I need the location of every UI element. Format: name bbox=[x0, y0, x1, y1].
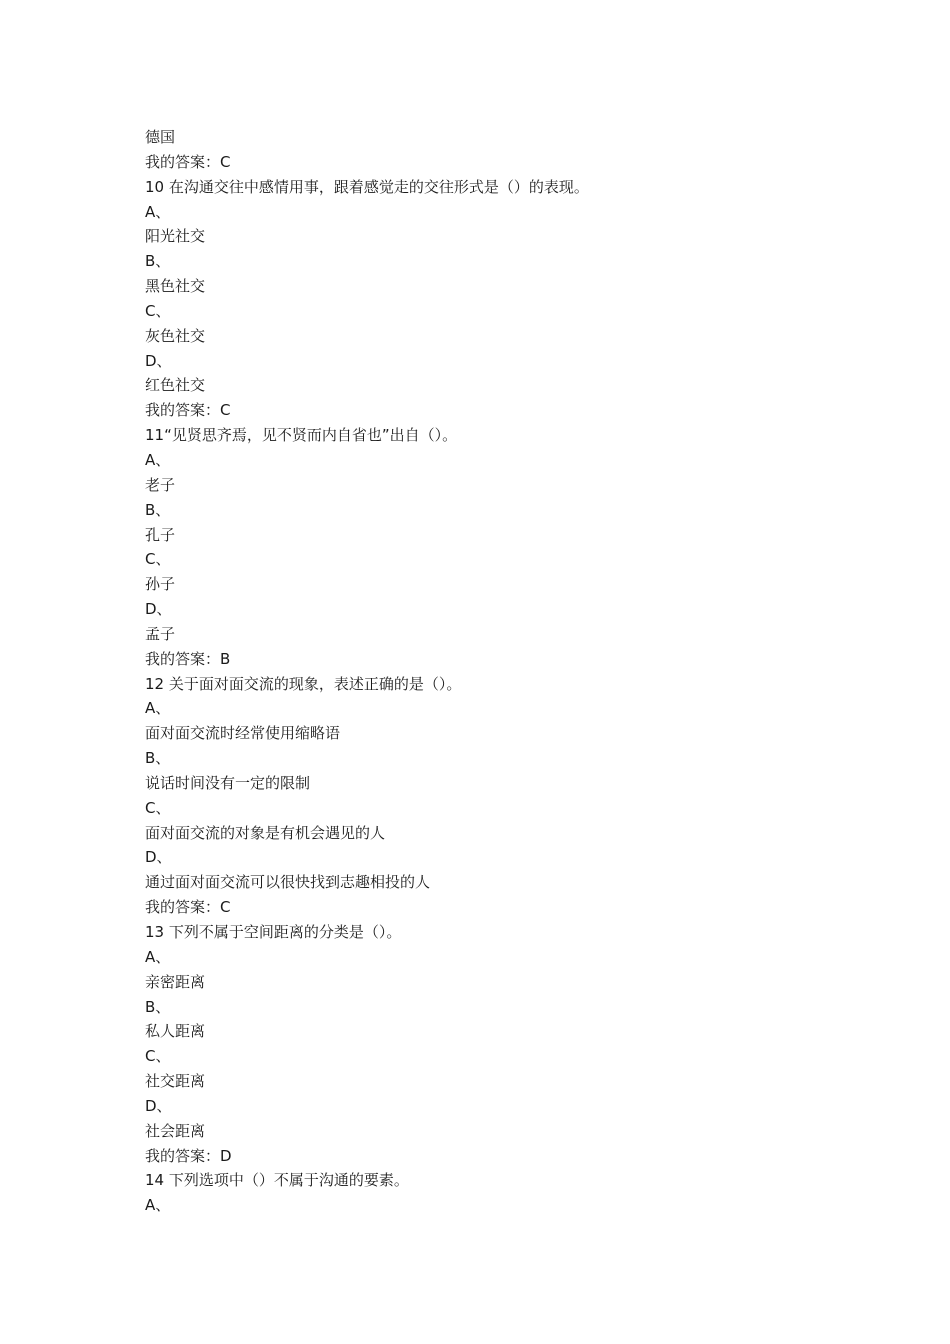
option-text: 社会距离 bbox=[145, 1121, 206, 1140]
answer-line: 我的答案：B bbox=[145, 649, 231, 668]
option-label: A、 bbox=[145, 699, 171, 718]
option-label: A、 bbox=[145, 947, 171, 966]
option-label: A、 bbox=[145, 450, 171, 469]
option-label: A、 bbox=[145, 1196, 171, 1215]
option-label: B、 bbox=[145, 252, 171, 271]
question-11: 11“见贤思齐焉，见不贤而内自省也”出自（）。 bbox=[145, 426, 458, 445]
answer-line: 我的答案：C bbox=[145, 152, 231, 171]
option-text: 灰色社交 bbox=[145, 326, 206, 345]
option-text: 亲密距离 bbox=[145, 972, 206, 991]
option-label: B、 bbox=[145, 749, 171, 768]
option-text: 老子 bbox=[145, 475, 176, 494]
option-label: B、 bbox=[145, 500, 171, 519]
option-label: C、 bbox=[145, 550, 171, 569]
option-text: 面对面交流的对象是有机会遇见的人 bbox=[145, 823, 386, 842]
option-label: C、 bbox=[145, 301, 171, 320]
answer-line: 我的答案：C bbox=[145, 898, 231, 917]
option-label: B、 bbox=[145, 997, 171, 1016]
answer-line: 我的答案：C bbox=[145, 401, 231, 420]
option-label: A、 bbox=[145, 202, 171, 221]
option-text: 说话时间没有一定的限制 bbox=[145, 773, 311, 792]
option-text: 私人距离 bbox=[145, 1022, 206, 1041]
option-text: 黑色社交 bbox=[145, 277, 206, 296]
option-text: 通过面对面交流可以很快找到志趣相投的人 bbox=[145, 873, 431, 892]
question-13: 13 下列不属于空间距离的分类是（）。 bbox=[145, 923, 402, 941]
option-text: 孔子 bbox=[145, 525, 176, 544]
option-label: C、 bbox=[145, 1047, 171, 1066]
question-14: 14 下列选项中（）不属于沟通的要素。 bbox=[145, 1171, 409, 1190]
option-text: 德国 bbox=[145, 128, 176, 146]
question-12: 12 关于面对面交流的现象，表述正确的是（）。 bbox=[145, 674, 462, 693]
option-label: D、 bbox=[145, 600, 172, 619]
option-text: 阳光社交 bbox=[145, 227, 206, 246]
question-10: 10 在沟通交往中感情用事，跟着感觉走的交往形式是（）的表现。 bbox=[145, 177, 589, 196]
option-text: 红色社交 bbox=[145, 376, 206, 395]
option-text: 面对面交流时经常使用缩略语 bbox=[145, 724, 341, 743]
answer-line: 我的答案：D bbox=[145, 1146, 232, 1165]
option-text: 孟子 bbox=[145, 624, 176, 643]
option-label: D、 bbox=[145, 1096, 172, 1115]
option-text: 孙子 bbox=[145, 575, 176, 594]
option-label: C、 bbox=[145, 798, 171, 817]
option-text: 社交距离 bbox=[145, 1072, 206, 1091]
option-label: D、 bbox=[145, 848, 172, 867]
document-body bbox=[145, 125, 905, 1218]
option-label: D、 bbox=[145, 351, 172, 370]
